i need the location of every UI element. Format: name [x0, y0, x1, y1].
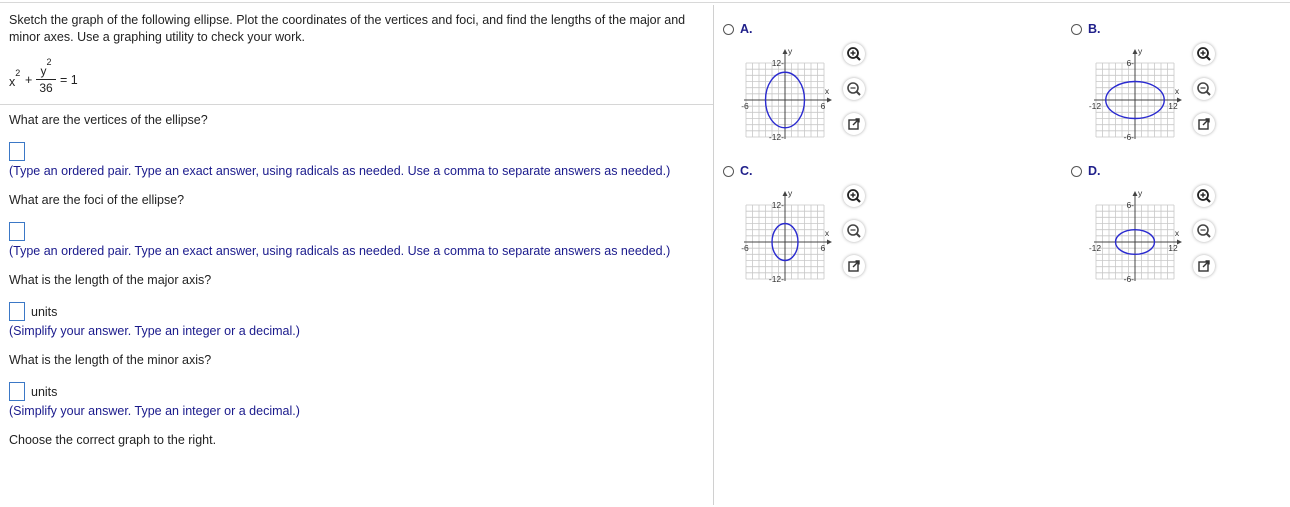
- equation-plus: +: [25, 73, 33, 87]
- y-min-tick-label: -6-: [1123, 274, 1134, 284]
- x-max-tick-label: 6: [820, 101, 826, 111]
- vertices-answer-input[interactable]: [9, 142, 25, 161]
- x-max-tick-label: 12: [1168, 243, 1178, 253]
- x-axis-arrow: [1177, 98, 1182, 103]
- minor-axis-prompt: What is the length of the minor axis?: [9, 353, 212, 367]
- y-axis-arrow: [783, 191, 788, 196]
- question-separator: [0, 104, 713, 105]
- major-axis-answer-input[interactable]: [9, 302, 25, 321]
- x-min-tick-label: -12: [1088, 243, 1102, 253]
- top-border: [0, 2, 1290, 3]
- y-axis-arrow: [1133, 49, 1138, 54]
- minor-axis-units: units: [31, 385, 58, 399]
- zoom-in-icon[interactable]: [843, 43, 865, 65]
- major-axis-units: units: [31, 305, 58, 319]
- y-max-tick-label: 6-: [1126, 200, 1134, 210]
- y-axis-arrow: [1133, 191, 1138, 196]
- option-a-graph: [735, 45, 835, 145]
- option-c-graph: [735, 187, 835, 287]
- equation-equals: = 1: [60, 73, 78, 87]
- foci-hint: (Type an ordered pair. Type an exact answer, using radicals as needed. Use a comma to separate answers as needed.): [9, 244, 671, 258]
- x-min-tick-label: -6: [741, 243, 749, 253]
- x-axis-arrow: [1177, 240, 1182, 245]
- y-min-tick-label: -12-: [768, 274, 784, 284]
- zoom-out-icon[interactable]: [1193, 78, 1215, 100]
- x-axis-label: x: [824, 228, 830, 238]
- option-c-label[interactable]: C.: [740, 164, 753, 178]
- ellipse-equation: [9, 58, 129, 98]
- x-axis-label: x: [1174, 86, 1180, 96]
- zoom-out-icon[interactable]: [843, 78, 865, 100]
- option-d-graph: [1085, 187, 1185, 287]
- foci-prompt: What are the foci of the ellipse?: [9, 193, 185, 207]
- x-axis-arrow: [827, 98, 832, 103]
- popout-icon[interactable]: [843, 255, 865, 277]
- zoom-in-icon[interactable]: [1193, 185, 1215, 207]
- zoom-out-icon[interactable]: [1193, 220, 1215, 242]
- option-a-radio[interactable]: [723, 24, 734, 35]
- option-c-radio[interactable]: [723, 166, 734, 177]
- vertices-prompt: What are the vertices of the ellipse?: [9, 113, 208, 127]
- equation-x-term: $x^2$: [9, 68, 21, 90]
- y-max-tick-label: 12-: [771, 58, 784, 68]
- foci-answer-input[interactable]: [9, 222, 25, 241]
- minor-axis-answer-input[interactable]: [9, 382, 25, 401]
- major-axis-prompt: What is the length of the major axis?: [9, 273, 212, 287]
- popout-icon[interactable]: [1193, 113, 1215, 135]
- y-axis-label: y: [788, 188, 793, 198]
- minor-axis-hint: (Simplify your answer. Type an integer or a decimal.): [9, 404, 300, 418]
- y-max-tick-label: 6-: [1126, 58, 1134, 68]
- option-b-radio[interactable]: [1071, 24, 1082, 35]
- y-axis-arrow: [783, 49, 788, 54]
- y-axis-label: y: [1138, 46, 1143, 56]
- y-axis-label: y: [1138, 188, 1143, 198]
- option-b-graph: [1085, 45, 1185, 145]
- panel-divider: [713, 5, 714, 505]
- y-max-tick-label: 12-: [771, 200, 784, 210]
- y-min-tick-label: -12-: [768, 132, 784, 142]
- x-axis-label: x: [1174, 228, 1180, 238]
- x-max-tick-label: 6: [820, 243, 826, 253]
- choose-graph-instruction: Choose the correct graph to the right.: [9, 433, 217, 447]
- zoom-out-icon[interactable]: [843, 220, 865, 242]
- major-axis-hint: (Simplify your answer. Type an integer or a decimal.): [9, 324, 300, 338]
- zoom-in-icon[interactable]: [1193, 43, 1215, 65]
- vertices-hint: (Type an ordered pair. Type an exact answer, using radicals as needed. Use a comma to separate answers as needed.): [9, 164, 671, 178]
- y-axis-label: y: [788, 46, 793, 56]
- equation-fraction: $y^2$ 36: [36, 60, 56, 95]
- y-min-tick-label: -6-: [1123, 132, 1134, 142]
- x-max-tick-label: 12: [1168, 101, 1178, 111]
- x-axis-label: x: [824, 86, 830, 96]
- option-b-label[interactable]: B.: [1088, 22, 1101, 36]
- x-min-tick-label: -6: [741, 101, 749, 111]
- option-a-label[interactable]: A.: [740, 22, 753, 36]
- option-d-label[interactable]: D.: [1088, 164, 1101, 178]
- x-axis-arrow: [827, 240, 832, 245]
- question-instructions: Sketch the graph of the following ellipse. Plot the coordinates of the vertices and foci, and find the lengths of the major and minor axes. Use a graphing utility to check your work.: [9, 13, 686, 44]
- popout-icon[interactable]: [1193, 255, 1215, 277]
- x-min-tick-label: -12: [1088, 101, 1102, 111]
- popout-icon[interactable]: [843, 113, 865, 135]
- option-d-radio[interactable]: [1071, 166, 1082, 177]
- zoom-in-icon[interactable]: [843, 185, 865, 207]
